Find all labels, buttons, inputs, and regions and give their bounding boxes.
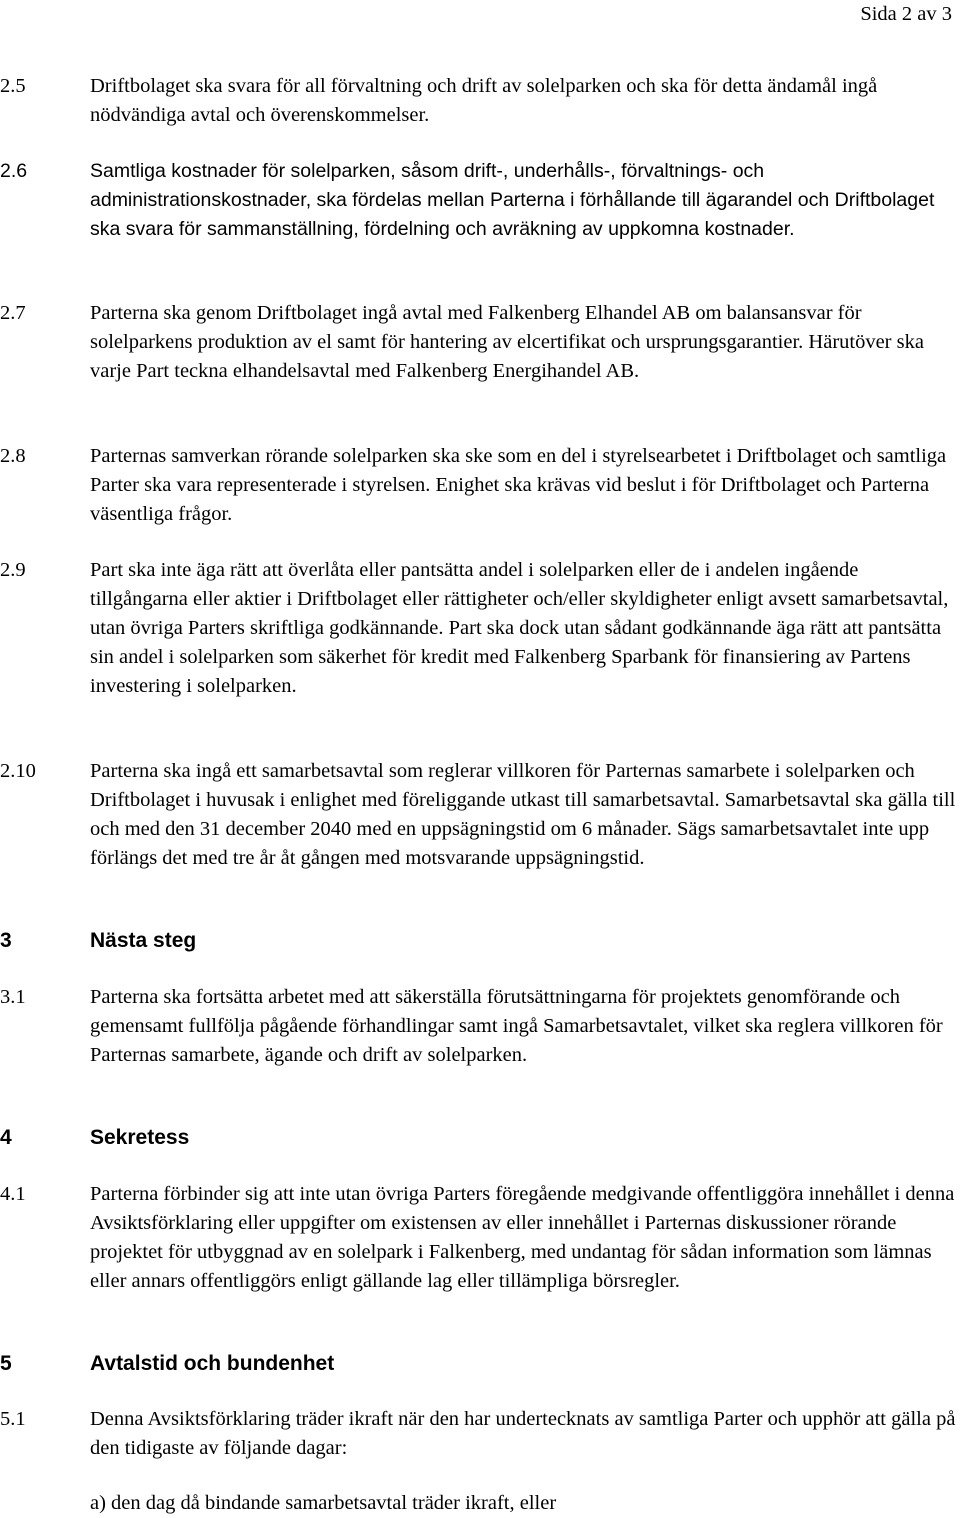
section-text: Samtliga kostnader för solelparken, såsom drift-, underhålls-, förvaltnings- och administrationskostnader, ska fördelas mellan Parterna i förhållande till ägarandel och Driftbolaget ska svara för sammanställning, fördelning och avräkning av uppkomna kostnader. [90, 160, 935, 240]
section-number: 5.1 [0, 1408, 26, 1430]
section-number: 2.7 [0, 302, 26, 324]
section-text: Part ska inte äga rätt att överlåta eller pantsätta andel i solelparken eller de i andelen ingående tillgångarna eller aktier i Driftbolaget eller rättigheter och/eller skyldigheter enligt avsett samarbetsavtal, utan övriga Parters skriftliga godkännande. Part ska dock utan sådant godkännande äga rätt att pantsätta sin andel i solelparken som säkerhet för kredit med Falkenberg Sparbank för finansiering av Partens investering i solelparken. [90, 559, 949, 697]
section-number: 2.10 [0, 760, 36, 782]
section-number: 2.5 [0, 75, 26, 97]
section-number: 3.1 [0, 986, 26, 1008]
section-text: Parterna ska genom Driftbolaget ingå avtal med Falkenberg Elhandel AB om balansansvar för solelparkens produktion av el samt för hantering av elcertifikat och ursprungsgarantier. Härutöver ska varje Part teckna elhandelsavtal med Falkenberg Energihandel AB. [90, 302, 924, 382]
sub-item-a: a) den dag då bindande samarbetsavtal träder ikraft, eller [90, 1492, 557, 1514]
heading-text: Nästa steg [90, 929, 197, 952]
section-number: 2.8 [0, 445, 26, 467]
section-text: Parternas samverkan rörande solelparken ska ske som en del i styrelsearbetet i Driftbolaget och samtliga Parter ska vara representerade i styrelsen. Enighet ska krävas vid beslut i för Driftbolaget och Parterna väsentliga frågor. [90, 445, 947, 525]
section-number: 2.9 [0, 559, 26, 581]
section-text: Parterna ska ingå ett samarbetsavtal som reglerar villkoren för Parternas samarbete i solelparken och Driftbolaget i huvusak i enlighet med föreliggande utkast till samarbetsavtal. Samarbetsavtal ska gälla till och med den 31 december 2040 med en uppsägningstid om 6 månader. Sägs samarbetsavtalet inte upp förlängs det med tre år åt gången med motsvarande uppsägningstid. [90, 760, 956, 869]
section-text: Driftbolaget ska svara för all förvaltning och drift av solelparken och ska för detta ändamål ingå nödvändiga avtal och överenskommelser. [90, 75, 878, 126]
heading-text: Avtalstid och bundenhet [90, 1352, 335, 1375]
section-number: 2.6 [0, 160, 28, 182]
heading-number: 4 [0, 1126, 12, 1149]
section-text: Parterna ska fortsätta arbetet med att säkerställa förutsättningarna för projektets genomförande och gemensamt fullfölja pågående förhandlingar samt ingå Samarbetsavtalet, vilket ska reglera villkoren för Parternas samarbete, ägande och drift av solelparken. [90, 986, 943, 1066]
page-number: Sida 2 av 3 [860, 3, 952, 25]
heading-text: Sekretess [90, 1126, 190, 1149]
heading-number: 3 [0, 929, 12, 952]
heading-number: 5 [0, 1352, 12, 1375]
section-text: Denna Avsiktsförklaring träder ikraft när den har undertecknats av samtliga Parter och upphör att gälla på den tidigaste av följande dagar: [90, 1408, 956, 1459]
section-text: Parterna förbinder sig att inte utan övriga Parters föregående medgivande offentliggöra innehållet i denna Avsiktsförklaring eller uppgifter om existensen av eller innehållet i Parternas diskussioner rörande projektet för utbyggnad av en solelpark i Falkenberg, med undantag för sådan information som lämnas eller annars offentliggörs enligt gällande lag eller tillämpliga börsregler. [90, 1183, 955, 1292]
section-number: 4.1 [0, 1183, 26, 1205]
